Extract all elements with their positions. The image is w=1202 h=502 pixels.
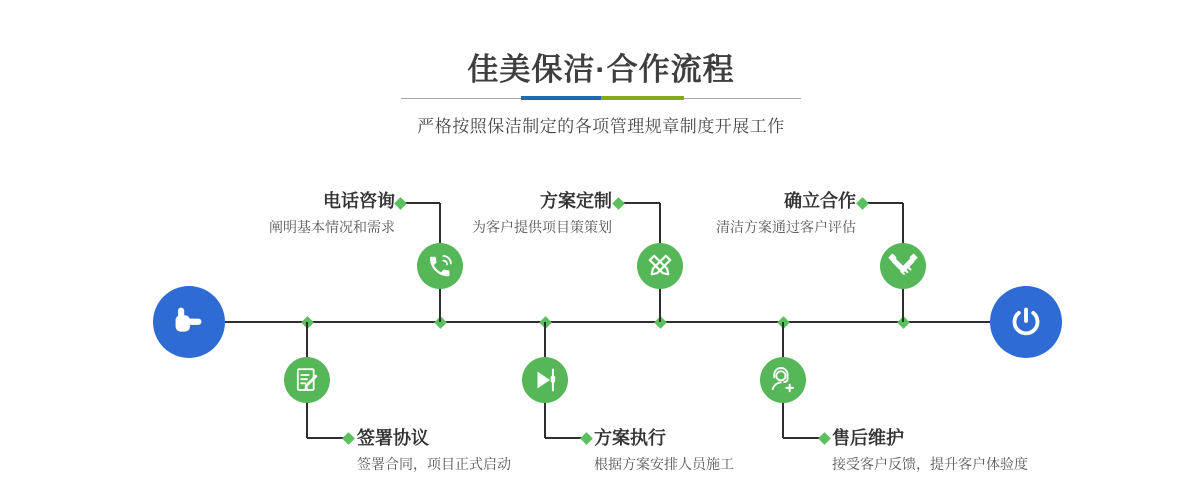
label-diamond: [612, 197, 625, 210]
design-pencils-icon: [639, 245, 681, 287]
step-title: 签署协议: [357, 428, 429, 448]
divider-blue-bar: [521, 96, 601, 100]
step-desc: 阐明基本情况和需求: [269, 219, 395, 235]
step-service: [832, 427, 1072, 474]
step-phone: [215, 190, 395, 237]
step-sign-node: [284, 357, 330, 403]
headset-service-icon: [763, 360, 803, 400]
power-icon: [1003, 299, 1049, 345]
label-diamond: [818, 432, 831, 445]
divider-green-bar: [601, 96, 684, 100]
label-diamond: [342, 432, 355, 445]
step-handshake: [676, 190, 856, 237]
step-desc: 为客户提供项目策策划: [472, 219, 612, 235]
label-diamond: [580, 432, 593, 445]
timeline-line: [225, 321, 990, 323]
connector-hline: [783, 437, 820, 439]
step-title: 售后维护: [832, 428, 904, 448]
connector-hline: [864, 202, 903, 204]
step-desc: 清洁方案通过客户评估: [716, 219, 856, 235]
step-title: 方案执行: [594, 428, 666, 448]
step-execute-node: [522, 357, 568, 403]
connector-hline: [545, 437, 582, 439]
phone-icon: [420, 246, 460, 286]
step-title: 电话咨询: [323, 191, 395, 211]
pointing-hand-icon: [166, 299, 212, 345]
page-title: 佳美保洁·合作流程: [467, 52, 735, 87]
step-desc: 接受客户反馈，提升客户体验度: [832, 456, 1028, 472]
step-desc: 签署合同，项目正式启动: [357, 456, 511, 472]
start-node: [153, 286, 225, 358]
step-service-node: [760, 357, 806, 403]
step-design-node: [637, 243, 683, 289]
step-execute: [594, 427, 814, 474]
label-diamond: [856, 197, 869, 210]
page-subtitle: 严格按照保洁制定的各项管理规章制度开展工作: [417, 117, 785, 136]
step-title: 确立合作: [784, 191, 856, 211]
play-execute-icon: [525, 360, 565, 400]
handshake-icon: [882, 245, 924, 287]
connector-hline: [307, 437, 344, 439]
step-design: [432, 190, 612, 237]
step-desc: 根据方案安排人员施工: [594, 456, 734, 472]
step-title: 方案定制: [540, 191, 612, 211]
end-node: [990, 286, 1062, 358]
connector-hline: [620, 202, 660, 204]
sign-document-icon: [287, 360, 327, 400]
step-handshake-node: [880, 243, 926, 289]
step-phone-node: [417, 243, 463, 289]
label-diamond: [394, 197, 407, 210]
